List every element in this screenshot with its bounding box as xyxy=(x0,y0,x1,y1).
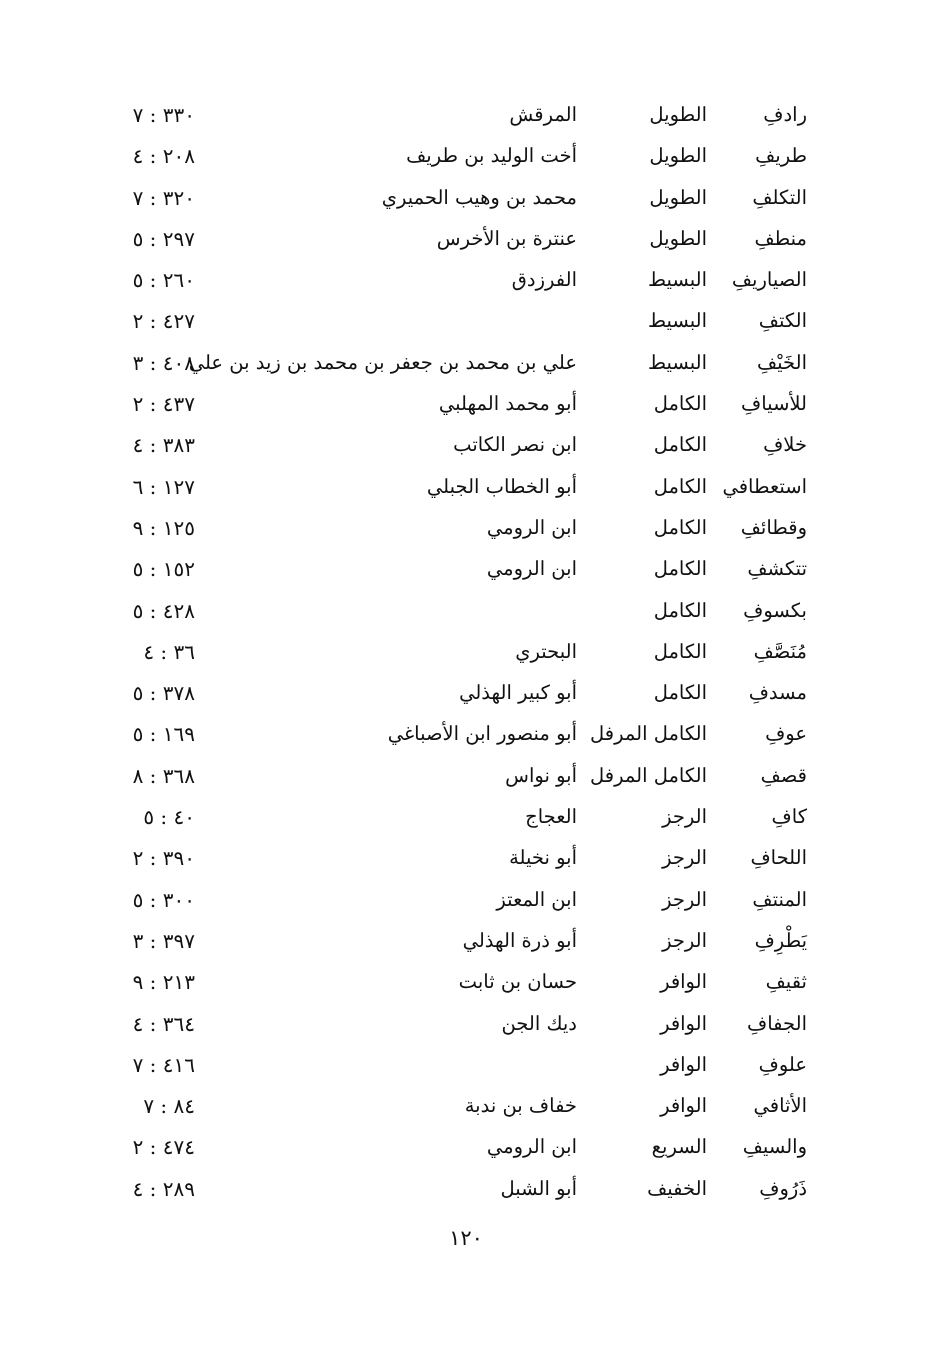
rhyme-word: عوفِ xyxy=(765,722,807,746)
volume-page-ref: ٣٣٠ : ٧ xyxy=(132,103,195,127)
poet-name: الفرزدق xyxy=(511,268,577,292)
rhyme-word: مسدفِ xyxy=(748,681,807,705)
index-row xyxy=(0,1007,932,1048)
index-row xyxy=(0,965,932,1006)
poet-name: ابن الرومي xyxy=(486,557,577,581)
volume-page-ref: ٣٦٤ : ٤ xyxy=(132,1011,195,1036)
volume-page-ref: ٢٩٧ : ٥ xyxy=(132,226,195,251)
index-row xyxy=(0,1048,932,1089)
poet-name: العجاج xyxy=(525,805,577,829)
volume-page-ref: ٤٠ : ٥ xyxy=(143,805,195,830)
rhyme-word: ذَرُوفِ xyxy=(759,1176,807,1200)
rhyme-word: ثقيفِ xyxy=(765,970,807,994)
volume-page-ref: ٣٨٣ : ٤ xyxy=(132,433,195,458)
poet-name: ابن المعتز xyxy=(496,887,577,911)
rhyme-word: الكتفِ xyxy=(758,309,807,333)
poet-name: أبو نخيلة xyxy=(509,846,577,870)
meter-name: الطويل xyxy=(649,185,707,209)
meter-name: الوافر xyxy=(660,1052,707,1076)
rhyme-word: مُنَصَّفِ xyxy=(753,639,807,663)
volume-page-ref: ٤١٦ : ٧ xyxy=(132,1052,195,1077)
index-row xyxy=(0,1089,932,1130)
rhyme-word: استعطافي xyxy=(722,474,807,498)
meter-name: السريع xyxy=(651,1135,707,1159)
meter-name: الكامل xyxy=(653,392,707,416)
meter-name: الخفيف xyxy=(647,1176,707,1200)
rhyme-word: كافِ xyxy=(771,805,807,829)
poet-name: أبو ذرة الهذلي xyxy=(462,928,577,952)
meter-name: الرجز xyxy=(662,846,707,870)
rhyme-word: الصياريفِ xyxy=(731,268,807,292)
meter-name: الطويل xyxy=(649,144,707,168)
index-row xyxy=(0,552,932,593)
index-row xyxy=(0,181,932,222)
poet-name: ديك الجن xyxy=(501,1011,577,1035)
rhyme-word: طريفِ xyxy=(755,144,807,168)
index-row xyxy=(0,304,932,345)
rhyme-word: وقطائفِ xyxy=(740,515,807,539)
meter-name: الكامل xyxy=(653,557,707,581)
volume-page-ref: ٤٢٨ : ٥ xyxy=(132,598,195,623)
volume-page-ref: ٣٧٨ : ٥ xyxy=(132,681,195,706)
index-row xyxy=(0,676,932,717)
poet-name: عنترة بن الأخرس xyxy=(436,226,577,250)
volume-page-ref: ٣٦ : ٤ xyxy=(143,639,195,664)
rhyme-word: رادفِ xyxy=(763,103,807,126)
index-row xyxy=(0,511,932,552)
poet-name: ابن الرومي xyxy=(486,1135,577,1159)
volume-page-ref: ٣٦٨ : ٨ xyxy=(132,763,195,788)
index-row xyxy=(0,924,932,965)
rhyme-word: والسيفِ xyxy=(742,1135,807,1159)
meter-name: الوافر xyxy=(660,970,707,994)
poet-name: أبو منصور ابن الأصباغي xyxy=(387,722,577,746)
meter-name: البسيط xyxy=(647,350,707,374)
meter-name: الكامل xyxy=(653,598,707,622)
volume-page-ref: ١٢٧ : ٦ xyxy=(132,474,195,499)
volume-page-ref: ٢٦٠ : ٥ xyxy=(132,268,195,293)
rhyme-word: قصفِ xyxy=(760,763,807,787)
meter-name: الكامل xyxy=(653,515,707,539)
index-row xyxy=(0,800,932,841)
index-row xyxy=(0,346,932,387)
rhyme-word: خلافِ xyxy=(763,433,807,457)
index-row xyxy=(0,759,932,800)
index-row xyxy=(0,717,932,758)
index-row xyxy=(0,841,932,882)
volume-page-ref: ٢٠٨ : ٤ xyxy=(132,144,195,169)
rhyme-word: منطفِ xyxy=(754,226,807,250)
poet-name: أخت الوليد بن طريف xyxy=(406,144,577,168)
meter-name: البسيط xyxy=(647,268,707,292)
index-row xyxy=(0,139,932,180)
poet-name: أبو نواس xyxy=(505,763,577,787)
poet-name: المرقش xyxy=(509,103,577,126)
meter-name: الوافر xyxy=(660,1094,707,1118)
volume-page-ref: ٣٩٧ : ٣ xyxy=(132,928,195,953)
index-row xyxy=(0,428,932,469)
index-row xyxy=(0,263,932,304)
volume-page-ref: ٤٠٨ : ٣ xyxy=(132,350,195,375)
volume-page-ref: ٣٢٠ : ٧ xyxy=(132,185,195,210)
poet-name: أبو كبير الهذلي xyxy=(459,681,577,705)
meter-name: الطويل xyxy=(649,226,707,250)
poet-name: أبو الشبل xyxy=(500,1176,577,1200)
rhyme-word: يَطْرِفِ xyxy=(754,928,807,952)
rhyme-word: التكلفِ xyxy=(752,185,807,209)
rhyme-index-table xyxy=(0,98,932,1213)
rhyme-word: اللحافِ xyxy=(750,846,807,870)
volume-page-ref: ٤٢٧ : ٢ xyxy=(132,309,195,334)
volume-page-ref: ٣٩٠ : ٢ xyxy=(132,846,195,871)
volume-page-ref: ١٥٢ : ٥ xyxy=(132,557,195,582)
meter-name: الكامل المرفل xyxy=(590,763,707,787)
meter-name: الطويل xyxy=(649,103,707,126)
meter-name: الكامل xyxy=(653,639,707,663)
poet-name: حسان بن ثابت xyxy=(458,970,577,994)
poet-name: أبو محمد المهلبي xyxy=(438,392,577,416)
rhyme-word: علوفِ xyxy=(758,1052,807,1076)
rhyme-word: الجفافِ xyxy=(747,1011,807,1035)
meter-name: الرجز xyxy=(662,928,707,952)
volume-page-ref: ٢٨٩ : ٤ xyxy=(132,1176,195,1201)
index-row xyxy=(0,1130,932,1171)
rhyme-word: للأسيافِ xyxy=(741,392,807,416)
volume-page-ref: ١٦٩ : ٥ xyxy=(132,722,195,747)
poet-name: ابن نصر الكاتب xyxy=(453,433,577,457)
poet-name: ابن الرومي xyxy=(486,515,577,539)
meter-name: الكامل xyxy=(653,474,707,498)
meter-name: الكامل المرفل xyxy=(590,722,707,746)
rhyme-word: الخَيْفِ xyxy=(756,350,807,374)
volume-page-ref: ٣٠٠ : ٥ xyxy=(132,887,195,912)
meter-name: الرجز xyxy=(662,805,707,829)
index-row xyxy=(0,594,932,635)
meter-name: الكامل xyxy=(653,433,707,457)
rhyme-word: الأثافي xyxy=(753,1094,807,1118)
index-row xyxy=(0,1172,932,1213)
meter-name: البسيط xyxy=(647,309,707,333)
volume-page-ref: ٢١٣ : ٩ xyxy=(132,970,195,995)
volume-page-ref: ٤٧٤ : ٢ xyxy=(132,1135,195,1160)
poet-name: علي بن محمد بن جعفر بن محمد بن زيد بن علي xyxy=(188,350,577,374)
rhyme-word: تتكشفِ xyxy=(747,557,807,581)
meter-name: الرجز xyxy=(662,887,707,911)
poet-name: محمد بن وهيب الحميري xyxy=(381,185,577,209)
rhyme-word: المنتفِ xyxy=(752,887,807,911)
index-row xyxy=(0,222,932,263)
index-row xyxy=(0,470,932,511)
poet-name: البحتري xyxy=(515,639,577,663)
meter-name: الكامل xyxy=(653,681,707,705)
poet-name: أبو الخطاب الجبلي xyxy=(426,474,577,498)
index-row xyxy=(0,98,932,139)
index-row xyxy=(0,387,932,428)
index-row xyxy=(0,635,932,676)
meter-name: الوافر xyxy=(660,1011,707,1035)
volume-page-ref: ٤٣٧ : ٢ xyxy=(132,392,195,417)
volume-page-ref: ٨٤ : ٧ xyxy=(143,1094,195,1119)
index-row xyxy=(0,883,932,924)
volume-page-ref: ١٢٥ : ٩ xyxy=(132,515,195,540)
poet-name: خفاف بن ندبة xyxy=(464,1094,577,1118)
page-number: ١٢٠ xyxy=(449,1226,483,1250)
rhyme-word: بكسوفِ xyxy=(743,598,807,622)
